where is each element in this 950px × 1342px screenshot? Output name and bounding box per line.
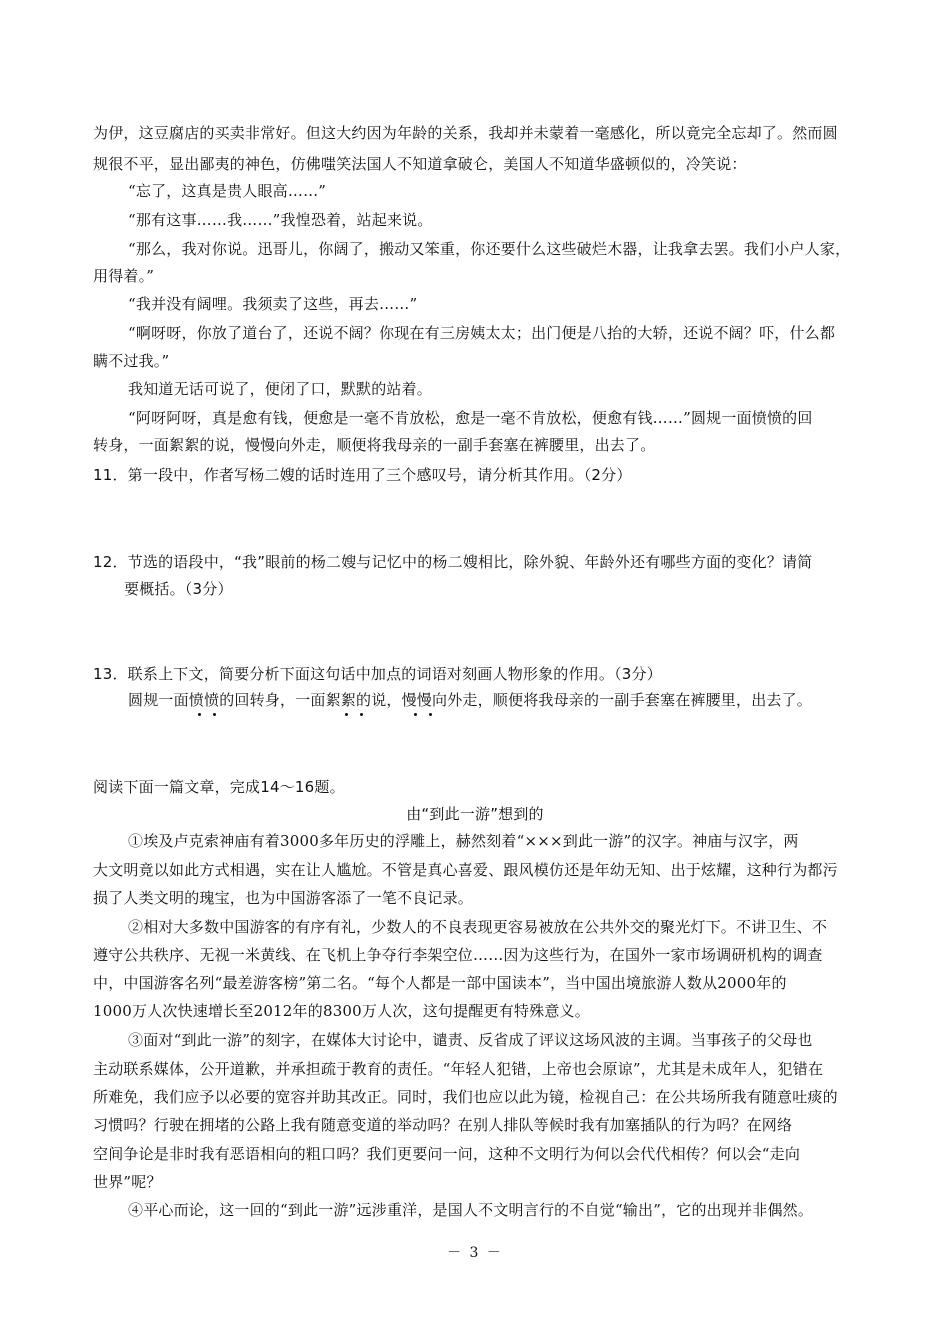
story-line: 瞒不过我。” — [93, 352, 170, 370]
page-number: － 3 － — [447, 1245, 503, 1261]
emphasis-dot — [429, 713, 432, 716]
story-line: “那有这事……我……”我惶恐着，站起来说。 — [128, 211, 433, 229]
question-13-quote: 圆规一面愤愤的回转身，一面絮絮的说，慢慢向外走，顺便将我母亲的一副手套塞在裤腰里，出去了。 — [128, 691, 813, 709]
emphasis-dot — [345, 713, 348, 716]
article-line: 所难免，我们应予以必要的宽容并助其改正。同时，我们也应以此为镜，检视自己：在公共场所我有随意吐痰的 — [93, 1088, 838, 1106]
story-line: “阿呀阿呀，真是愈有钱，便愈是一毫不肯放松，愈是一毫不肯放松，便愈有钱……”圆规一面愤愤的回 — [128, 409, 813, 427]
article-line: ③面对“到此一游”的刻字，在媒体大讨论中，谴责、反省成了评议这场风波的主调。当事孩子的父母也 — [128, 1031, 813, 1049]
story-line: “我并没有阔哩。我须卖了这些，再去……” — [128, 295, 418, 313]
story-line: 为伊，这豆腐店的买卖非常好。但这大约因为年龄的关系，我却并未蒙着一毫感化，所以竟完全忘却了。然而圆 — [93, 124, 838, 142]
story-line: “啊呀呀，你放了道台了，还说不阔？你现在有三房姨太太；出门便是八抬的大轿，还说不阔？吓，什么都 — [128, 324, 836, 342]
emphasis-dot — [360, 713, 363, 716]
story-line: “忘了，这真是贵人眼高……” — [128, 182, 327, 200]
story-line: 转身，一面絮絮的说，慢慢向外走，顺便将我母亲的一副手套塞在裤腰里，出去了。 — [93, 436, 656, 454]
article-line: 中，中国游客名列“最差游客榜”第二名。“每个人都是一部中国读本”，当中国出境旅游人数从2000年的 — [93, 974, 787, 992]
article-line: 损了人类文明的瑰宝，也为中国游客添了一笔不良记录。 — [93, 889, 474, 907]
story-line: 我知道无话可说了，便闭了口，默默的站着。 — [128, 380, 433, 398]
question-11: 11．第一段中，作者写杨二嫂的话时连用了三个感叹号，请分析其作用。（2分） — [93, 466, 632, 484]
article-line: ②相对大多数中国游客的有序有礼，少数人的不良表现更容易被放在公共外交的聚光灯下。不讲卫生、不 — [128, 918, 828, 936]
question-12-continued: 要概括。（3分） — [124, 580, 233, 598]
emphasis-dot — [213, 713, 216, 716]
article-line: 空间争论是非时我有恶语相向的粗口吗？我们更要问一问，这种不文明行为何以会代代相传？何以会“走向 — [93, 1145, 801, 1163]
article-line: 遵守公共秩序、无视一米黄线、在飞机上争夺行李架空位……因为这些行为，在国外一家市场调研机构的调查 — [93, 946, 823, 964]
story-line: “那么，我对你说。迅哥儿，你阔了，搬动又笨重，你还要什么这些破烂木器，让我拿去罢。我们小户人家， — [128, 240, 851, 258]
article-line: ④平心而论，这一回的“到此一游”远涉重洋，是国人不文明言行的不自觉“输出”，它的出现并非偶然。 — [128, 1201, 814, 1219]
article-line: 世界”呢？ — [93, 1173, 162, 1191]
reading-instruction: 阅读下面一篇文章，完成14～16题。 — [93, 778, 345, 796]
article-line: ①埃及卢克索神庙有着3000多年历史的浮雕上，赫然刻着“×××到此一游”的汉字。神庙与汉字，两 — [128, 832, 799, 850]
emphasis-dot — [198, 713, 201, 716]
article-line: 习惯吗？行驶在拥堵的公路上我有随意变道的举动吗？在别人排队等候时我有加塞插队的行为吗？在网络 — [93, 1116, 793, 1134]
story-line: 用得着。” — [93, 267, 155, 285]
question-13: 13．联系上下文，简要分析下面这句话中加点的词语对刻画人物形象的作用。（3分） — [93, 665, 662, 683]
article-line: 大文明竟以如此方式相遇，实在让人尴尬。不管是真心喜爱、跟风模仿还是年幼无知、出于炫耀，这种行为都污 — [93, 861, 838, 879]
story-line: 规很不平，显出鄙夷的神色，仿佛嗤笑法国人不知道拿破仑，美国人不知道华盛顿似的，冷笑说： — [93, 155, 747, 173]
emphasis-dot — [414, 713, 417, 716]
article-line: 主动联系媒体，公开道歉，并承担疏于教育的责任。“年轻人犯错，上帝也会原谅”，尤其是未成年人，犯错在 — [93, 1060, 824, 1078]
article-title: 由“到此一游”想到的 — [406, 805, 544, 823]
question-12: 12．节选的语段中，“我”眼前的杨二嫂与记忆中的杨二嫂相比，除外貌、年龄外还有哪些方面的变化？请简 — [93, 553, 813, 571]
article-line: 1000万人次快速增长至2012年的8300万人次，这句提醒更有特殊意义。 — [93, 1002, 590, 1020]
